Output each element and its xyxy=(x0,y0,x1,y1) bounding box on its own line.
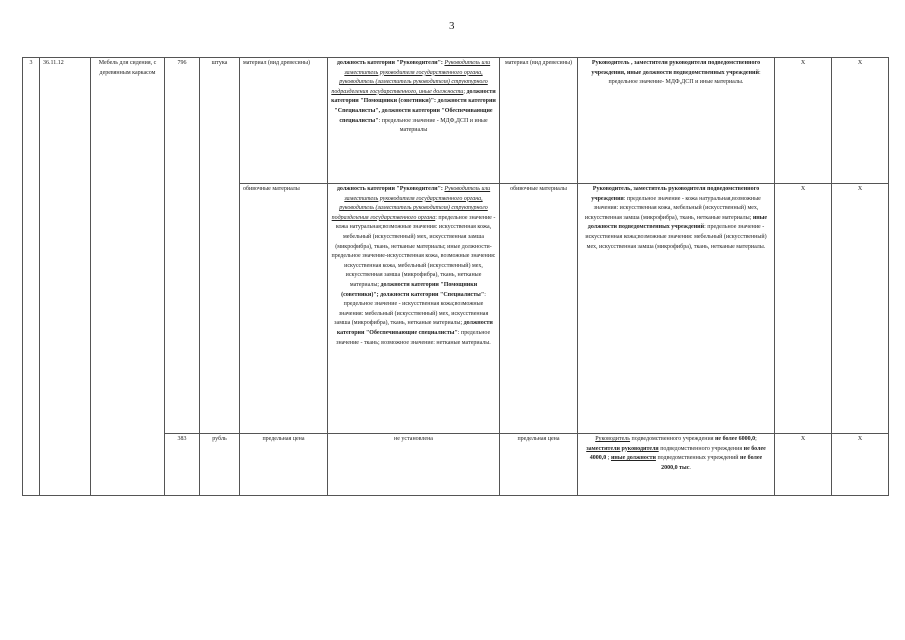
characteristic2-value-cell xyxy=(578,58,775,184)
text-fragment: ; xyxy=(463,88,467,95)
text-fragment: . xyxy=(689,464,691,471)
text-fragment: : предельное значение - ткань; возможное значение: нетканые материалы. xyxy=(336,329,491,346)
text-fragment: : предельное значение- МДФ,ДСП и иные материалы. xyxy=(608,69,761,86)
item-name-cell: Мебель для сидения, с деревянным каркасом xyxy=(91,58,165,496)
text-fragment: : предельное значение - кожа натуральная;возможные значения: искусственная кожа, мебельный (искусственный) мех, искусственная замша (микрофибра), ткань, нетканые материалы; иные должности-предельное значение-искусственная кожа, возможные значения: искусственная кожа, мебельный (искусственный) мех, искусственная замша (микрофибра), ткань, нетканые материалы; xyxy=(331,214,496,288)
text-fragment: должности категории "Помощники (советники)"; должности категории "Специалисты" xyxy=(341,281,485,298)
text-fragment: : предельное значение - искусственная кожа;возможные значения: мебельный (искусственный) мех, искусственная замша (микрофибра), ткань, нетканые материалы; xyxy=(334,291,489,327)
text-fragment: должности категории "Помощники (советники)": должности категории "Специалисты", должности категории "Обеспечивающие специалисты" xyxy=(331,88,496,124)
text-fragment: не более 4000,0 xyxy=(589,445,766,462)
text-fragment: Руководитель или заместитель руководителя государственного органа, руководитель (заместитель руководителя) структурного подразделения государственного, иные должности xyxy=(331,60,491,95)
requirements-table xyxy=(22,57,889,496)
characteristic2-cell: обивочные материалы xyxy=(500,184,578,434)
characteristic-cell: материал (вид древесины) xyxy=(240,58,328,184)
text-fragment: иные должности подведомственных учреждений xyxy=(587,214,768,231)
okpd-code-cell: 36.11.12 xyxy=(40,58,91,496)
text-fragment: ; xyxy=(606,455,611,462)
x-mark-cell: X xyxy=(832,434,889,496)
text-fragment: не более 2000,0 тыс xyxy=(661,455,763,471)
characteristic2-value-cell xyxy=(578,184,775,434)
text-fragment: Руководитель xyxy=(595,436,631,442)
page-number: 3 xyxy=(449,20,455,32)
text-fragment: подведомственного учреждения xyxy=(630,436,715,442)
text-fragment: должность категории "Руководители": xyxy=(336,60,445,66)
unit-cell: рубль xyxy=(200,434,240,496)
text-fragment: подведомственных учреждений xyxy=(655,455,741,462)
text-fragment: : предельное значение - кожа натуральная,возможные значения: искусственная кожа, мебельный (искусственный) мех, искусственная замша (микрофибра), ткань, нетканые материалы; xyxy=(584,195,761,221)
x-mark-cell: X xyxy=(832,58,889,184)
text-fragment: не более 6000,0 xyxy=(714,436,756,442)
characteristic-value-cell: не установлена xyxy=(328,434,500,496)
x-mark-cell: X xyxy=(775,434,832,496)
text-fragment: : предельное значение - МДФ,ДСП и иные материалы xyxy=(378,117,488,134)
x-mark-cell: X xyxy=(775,58,832,184)
characteristic-value-cell xyxy=(328,184,500,434)
characteristic2-value-cell xyxy=(578,434,775,496)
text-fragment: подведомственного учреждения xyxy=(658,445,744,452)
text-fragment: иные должности xyxy=(610,455,656,462)
characteristic-cell: обивочные материалы xyxy=(240,184,328,434)
unit-cell: штука xyxy=(200,58,240,434)
characteristic-cell: предельная цена xyxy=(240,434,328,496)
text-fragment: заместители руководителя xyxy=(586,445,659,452)
x-mark-cell: X xyxy=(775,184,832,434)
table-row xyxy=(23,58,889,184)
text-fragment: Руководитель или заместитель руководителя государственного органа, руководитель (заместитель руководителя) структурного подразделения государственного органа xyxy=(331,186,491,221)
text-fragment: ; xyxy=(755,436,757,442)
text-fragment: Руководитель, заместитель руководителя подведомственного учреждения xyxy=(591,186,760,202)
text-fragment: должности категории "Обеспечивающие специалисты" xyxy=(336,320,493,336)
text-fragment: должность категории "Руководители": xyxy=(336,186,445,192)
characteristic2-cell: предельная цена xyxy=(500,434,578,496)
x-mark-cell: X xyxy=(832,184,889,434)
okei-code-cell: 796 xyxy=(165,58,200,434)
characteristic-value-cell xyxy=(328,58,500,184)
okei-code-cell: 383 xyxy=(165,434,200,496)
text-fragment: : предельное значение - искусственная кожа;возможные значения: мебельный (искусственный) мех, искусственная замша (микрофибра), ткань, нетканые материалы. xyxy=(585,224,767,250)
characteristic2-cell: материал (вид древесины) xyxy=(500,58,578,184)
text-fragment: Руководитель , заместители руководителя подведомственного учреждения, иные должности подведомственных учреждений xyxy=(591,60,761,76)
row-number-cell: 3 xyxy=(23,58,40,496)
